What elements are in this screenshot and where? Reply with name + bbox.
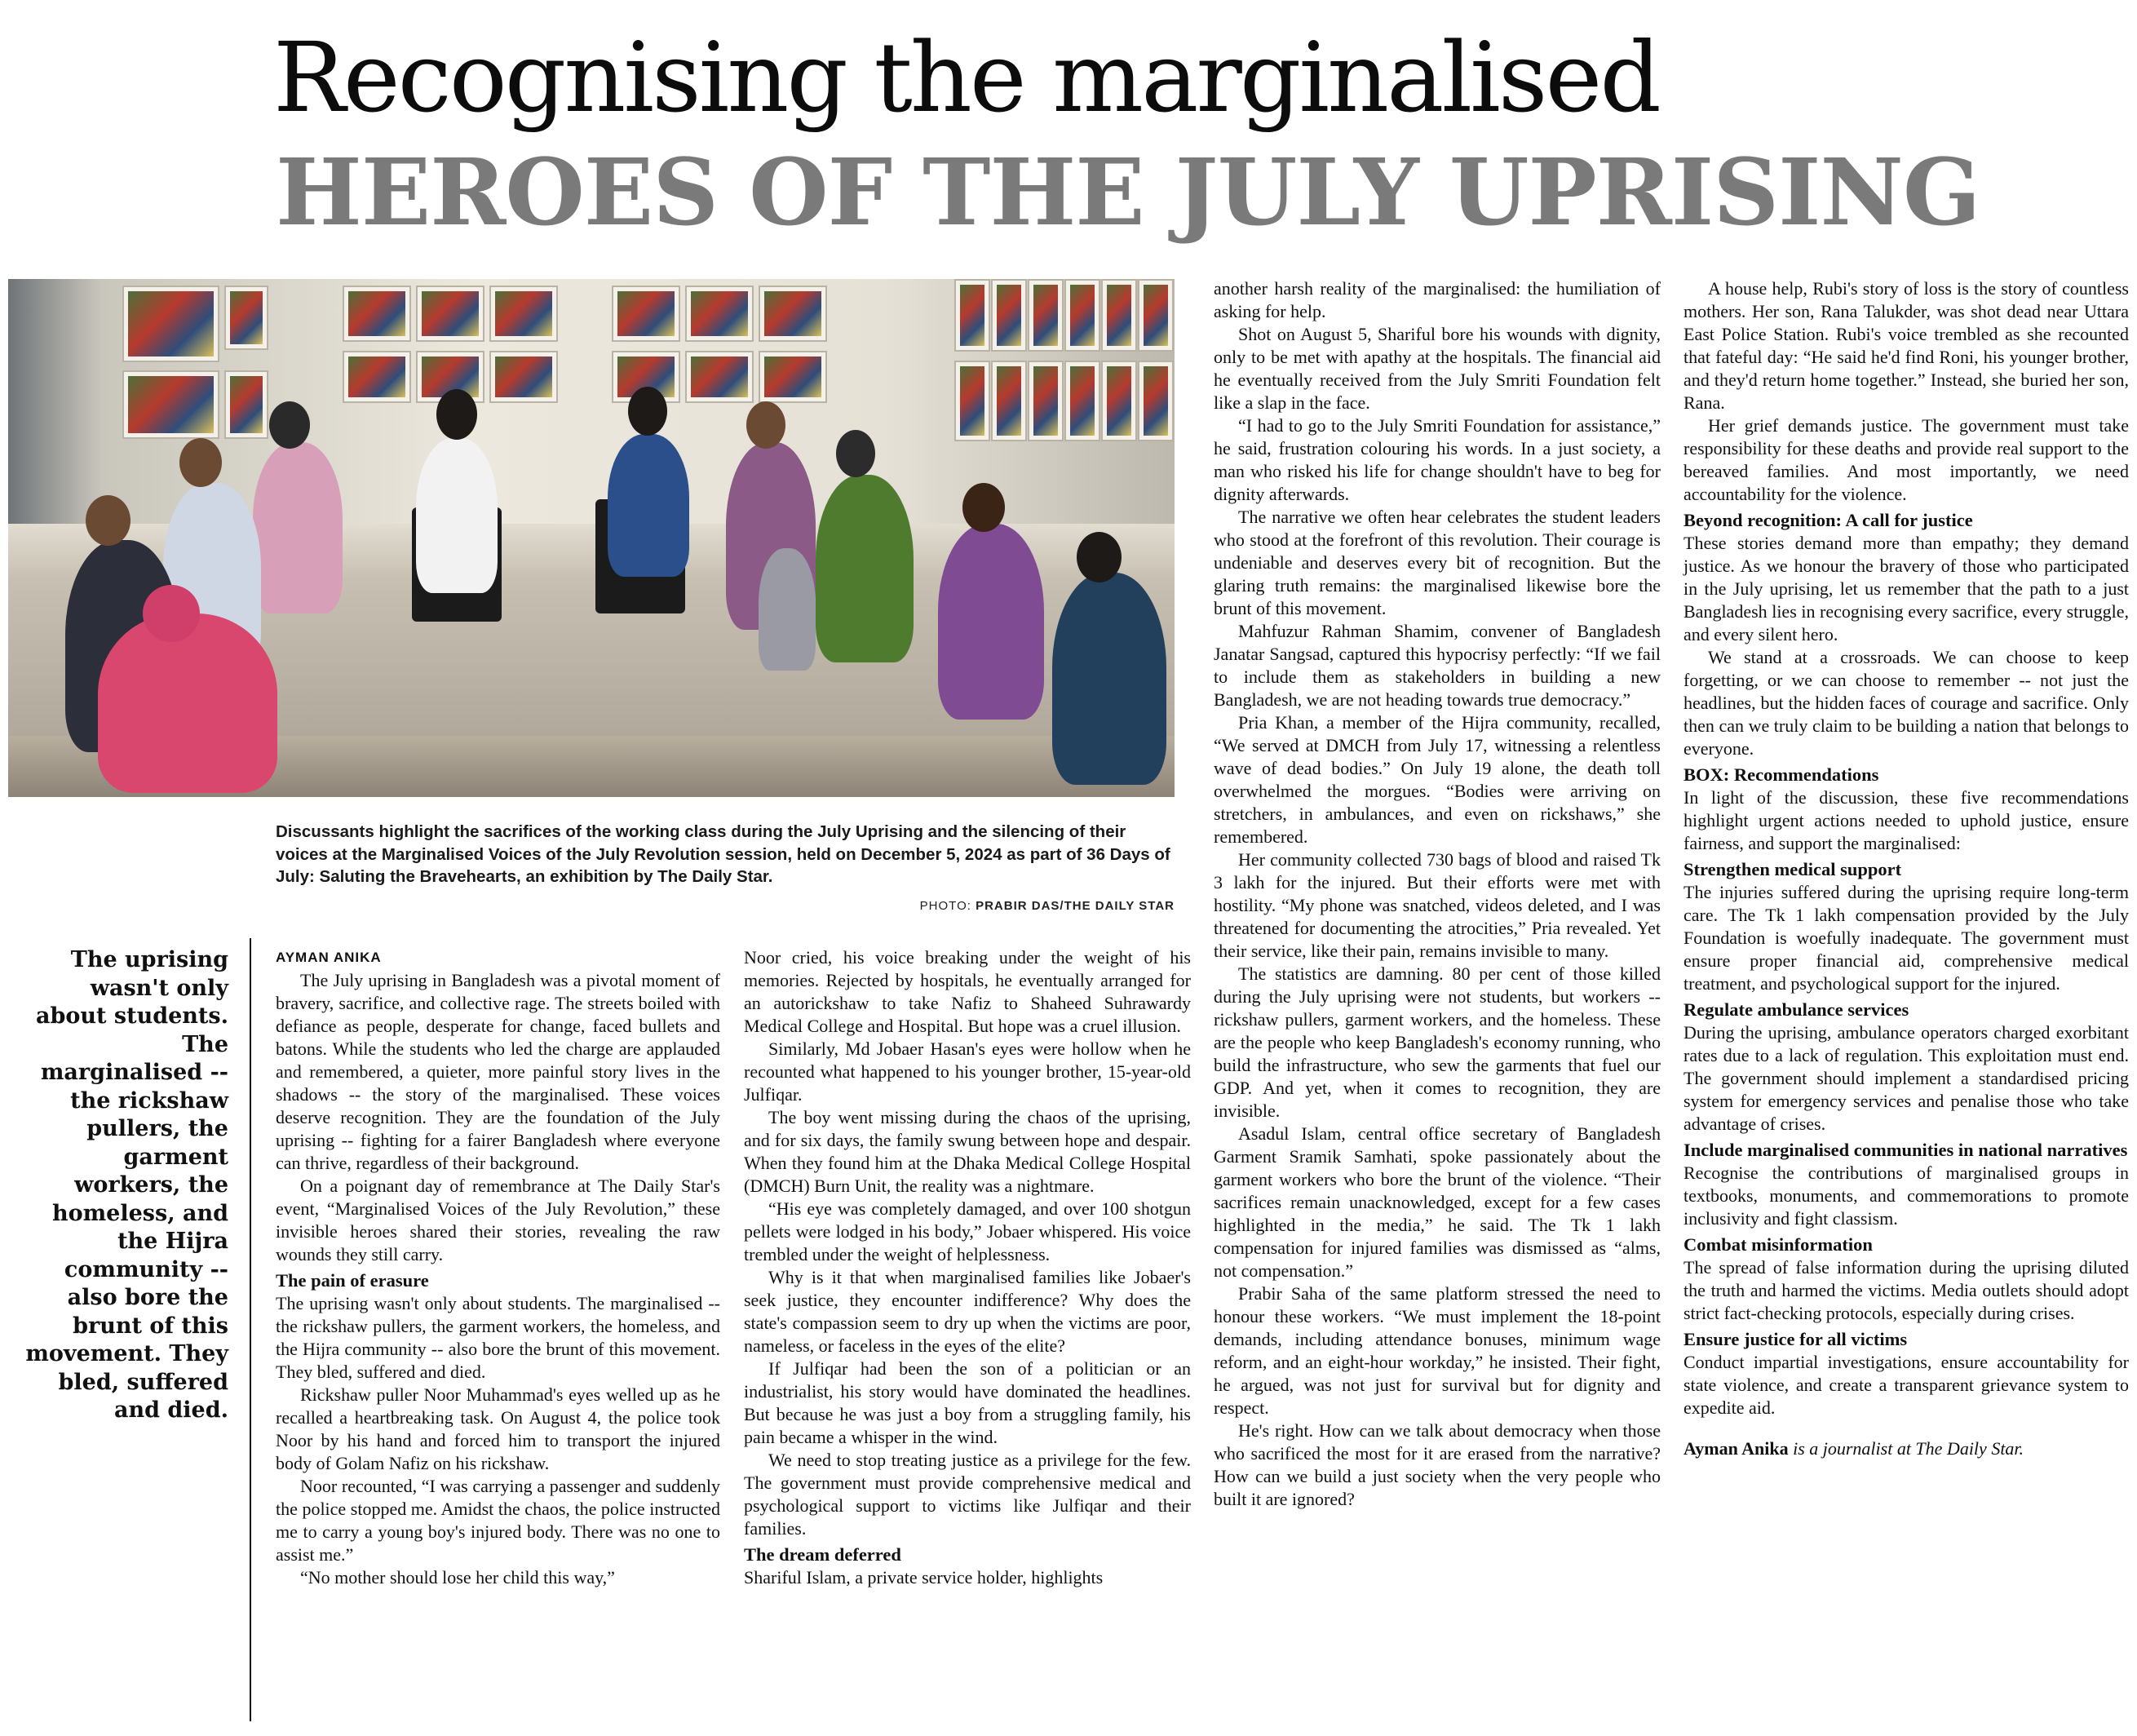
recommendation-text: The spread of false information during the uprising diluted the truth and harmed the victims. Media outlets should adopt strict fact-checking protocols, especially during crises. [1683,1257,2129,1323]
subhead: The dream deferred [744,1544,901,1565]
pull-quote: The uprising wasn't only about students. The marginalised -- the rickshaw pullers, the garment workers, the homeless, and the Hijra community -- also bore the brunt of this movement. They bled, suffered and died. [25,947,228,1423]
paragraph: Her grief demands justice. The government must take responsibility for these deaths and provide real support to the bereaved families. And most importantly, we need accountability for the violence. [1683,415,2129,504]
paragraph: If Julfiqar had been the son of a politician or an industrialist, his story would have dominated the headlines. But because he was just a boy from a struggling family, his pain became a whisper in the wind. [744,1358,1191,1447]
paragraph: On a poignant day of remembrance at The Daily Star's event, “Marginalised Voices of the July Revolution,” these invisible heroes shared their stories, revealing the raw wounds they still carry. [276,1176,720,1264]
article-column-3 [1214,277,1661,1511]
paragraph: “His eye was completely damaged, and over 100 shotgun pellets were lodged in his body,” Jobaer whispered. His voice trembled under the weight of helplessness. [744,1198,1191,1264]
paragraph: We need to stop treating justice as a privilege for the few. The government must provide comprehensive medical and psychological support to victims like Julfiqar and their families. [744,1450,1191,1539]
paragraph: Why is it that when marginalised families like Jobaer's seek justice, they encounter indifference? Why does the state's compassion seem to dry up when the victims are poor, nameless, or faceless in the eyes of the elite? [744,1267,1191,1356]
photo-credit: PHOTO: PRABIR DAS/THE DAILY STAR [919,899,1175,913]
paragraph: In light of the discussion, these five recommendations highlight urgent actions needed to uphold justice, ensure fairness, and support the marginalised: [1683,787,2129,853]
paragraph: another harsh reality of the marginalised: the humiliation of asking for help. [1214,278,1661,321]
paragraph: Mahfuzur Rahman Shamim, convener of Bangladesh Janatar Sangsad, captured this hypocrisy perfectly: “If we fail to include them as stakeholders in building a new Bangladesh, we are not heading towards true democracy.” [1214,621,1661,710]
paragraph: The July uprising in Bangladesh was a pivotal moment of bravery, sacrifice, and collective rage. The streets boiled with defiance as people, desperate for change, faced bullets and batons. While the students who led the charge are applauded and remembered, a quieter, more painful story lives in the shadows -- the story of the marginalised. These voices deserve recognition. They are the foundation of the July uprising -- fighting for a fairer Bangladesh where everyone can thrive, regardless of their background. [276,970,720,1173]
column-divider [250,938,251,1721]
paragraph: Noor cried, his voice breaking under the weight of his memories. Rejected by hospitals, he eventually arranged for an autorickshaw to take Nafiz to Shaheed Suhrawardy Medical College and Hospital. But hope was a cruel illusion. [744,947,1191,1036]
paragraph: We stand at a crossroads. We can choose to keep forgetting, or we can choose to remember -- not just the headlines, but the hidden faces of courage and sacrifice. Only then can we truly claim to be building a nation that belongs to everyone. [1683,647,2129,759]
article-column-1 [276,946,720,1589]
paragraph: “I had to go to the July Smriti Foundation for assistance,” he said, frustration colouring his words. In a just society, a man who risked his life for change shouldn't have to beg for dignity afterwards. [1214,415,1661,504]
paragraph: Shariful Islam, a private service holder, highlights [744,1567,1104,1588]
recommendation-heading: Ensure justice for all victims [1683,1329,1908,1349]
recommendation-heading: Combat misinformation [1683,1234,1873,1255]
recommendation-heading: Include marginalised communities in national narratives [1683,1140,2128,1160]
paragraph: Noor recounted, “I was carrying a passenger and suddenly the police stopped me. Amidst the chaos, the police instructed me to carry a young boy's injured body. There was no one to assist me.” [276,1476,720,1565]
paragraph: The uprising wasn't only about students. The marginalised -- the rickshaw pullers, the garment workers, the homeless, and the Hijra community -- also bore the brunt of this movement. They bled, suffered and died. [276,1293,720,1382]
paragraph: Prabir Saha of the same platform stressed the need to honour these workers. “We must implement the 18-point demands, including attendance bonuses, minimum wage reform, and an eight-hour workday,” he insisted. Their fight, he argued, was not just for survival but for dignity and respect. [1214,1283,1661,1418]
recommendation-heading: Strengthen medical support [1683,859,1902,879]
recommendation-heading: Regulate ambulance services [1683,999,1909,1020]
subhead: The pain of erasure [276,1270,429,1291]
paragraph: “No mother should lose her child this way,” [300,1567,615,1588]
box-heading: BOX: Recommendations [1683,764,1879,785]
event-photo [8,279,1175,797]
paragraph: The narrative we often hear celebrates the student leaders who stood at the forefront of this revolution. Their courage is undeniable and deserves every bit of recognition. But the glaring truth remains: the marginalised likewise bore the brunt of this movement. [1214,507,1661,618]
paragraph: These stories demand more than empathy; they demand justice. As we honour the bravery of those who participated in the July uprising, let us remember that the path to a just Bangladesh lies in recognising every sacrifice, every struggle, and every silent hero. [1683,533,2129,644]
paragraph: He's right. How can we talk about democracy when those who sacrificed the most for it are erased from the narrative? How can we build a just society when the very people who built it are ignored? [1214,1420,1661,1509]
recommendation-text: The injuries suffered during the uprising require long-term care. The Tk 1 lakh compensation provided by the July Foundation is woefully inadequate. The government must ensure proper financial aid, comprehensive medical treatment, and psychological support for the injured. [1683,882,2129,994]
photo-caption: Discussants highlight the sacrifices of the working class during the July Uprising and the silencing of their voices at the Marginalised Voices of the July Revolution session, held on December 5, 2024 as part of 36 Days of July: Saluting the Bravehearts, an exhibition by The Daily Star. [276,822,1170,886]
author-signature: Ayman Anika is a journalist at The Daily Star. [1683,1438,2024,1459]
paragraph: Rickshaw puller Noor Muhammad's eyes welled up as he recalled a heartbreaking task. On August 4, the police took Noor by his hand and forced him to transport the injured body of Golam Nafiz on his rickshaw. [276,1384,720,1473]
article-column-2 [744,946,1191,1589]
paragraph: Shot on August 5, Shariful bore his wounds with dignity, only to be met with apathy at the hospitals. The financial aid he eventually received from the July Smriti Foundation felt like a slap in the face. [1214,324,1661,413]
paragraph: Asadul Islam, central office secretary of Bangladesh Garment Sramik Samhati, spoke passionately about the garment workers who bore the brunt of the violence. “Their sacrifices remain unacknowledged, except for a few cases highlighted in the media,” he said. The Tk 1 lakh compensation for injured families was dismissed as “alms, not compensation.” [1214,1123,1661,1281]
paragraph: Similarly, Md Jobaer Hasan's eyes were hollow when he recounted what happened to his younger brother, 15-year-old Julfiqar. [744,1038,1191,1105]
headline-main: HEROES OF THE JULY UPRISING [276,140,1980,246]
paragraph: Her community collected 730 bags of blood and raised Tk 3 lakh for the injured. But their efforts were met with hostility. “My phone was snatched, videos deleted, and I was threatened for documenting the atrocities,” Pria revealed. Yet their service, like their pain, remains invisible to many. [1214,849,1661,961]
byline: AYMAN ANIKA [276,950,382,965]
subhead: Beyond recognition: A call for justice [1683,510,1973,530]
paragraph: A house help, Rubi's story of loss is the story of countless mothers. Her son, Rana Talukder, was shot dead near Uttara East Police Station. Rubi's voice trembled as she recounted that fateful day: “He said he'd find Roni, his younger brother, and they'd return home together.” Instead, she buried her son, Rana. [1683,278,2129,413]
recommendation-text: Recognise the contributions of marginalised groups in textbooks, monuments, and commemorations to promote inclusivity and fight classism. [1683,1162,2129,1229]
paragraph: The statistics are damning. 80 per cent of those killed during the July uprising were not students, but workers -- rickshaw pullers, garment workers, and the homeless. These are the people who keep Bangladesh's economy running, who build the infrastructure, who sew the garments that fuel our GDP. And yet, when it comes to recognition, they are invisible. [1214,963,1661,1121]
recommendation-text: During the uprising, ambulance operators charged exorbitant rates due to a lack of regulation. This exploitation must end. The government should implement a standardised pricing system for emergency services and penalise those who take advantage of crises. [1683,1022,2129,1134]
paragraph: The boy went missing during the chaos of the uprising, and for six days, the family swung between hope and despair. When they found him at the Dhaka Medical College Hospital (DMCH) Burn Unit, the reality was a nightmare. [744,1107,1191,1196]
article-column-4 [1683,277,2129,1460]
recommendation-text: Conduct impartial investigations, ensure accountability for state violence, and create a transparent grievance system to expedite aid. [1683,1352,2129,1418]
paragraph: Pria Khan, a member of the Hijra community, recalled, “We served at DMCH from July 17, witnessing a relentless wave of dead bodies.” On July 19 alone, the death toll overwhelmed the morgues. “Bodies were arriving on stretchers, in ambulances, and even on rickshaws,” she remembered. [1214,712,1661,847]
headline-kicker: Recognising the marginalised [273,21,1659,134]
